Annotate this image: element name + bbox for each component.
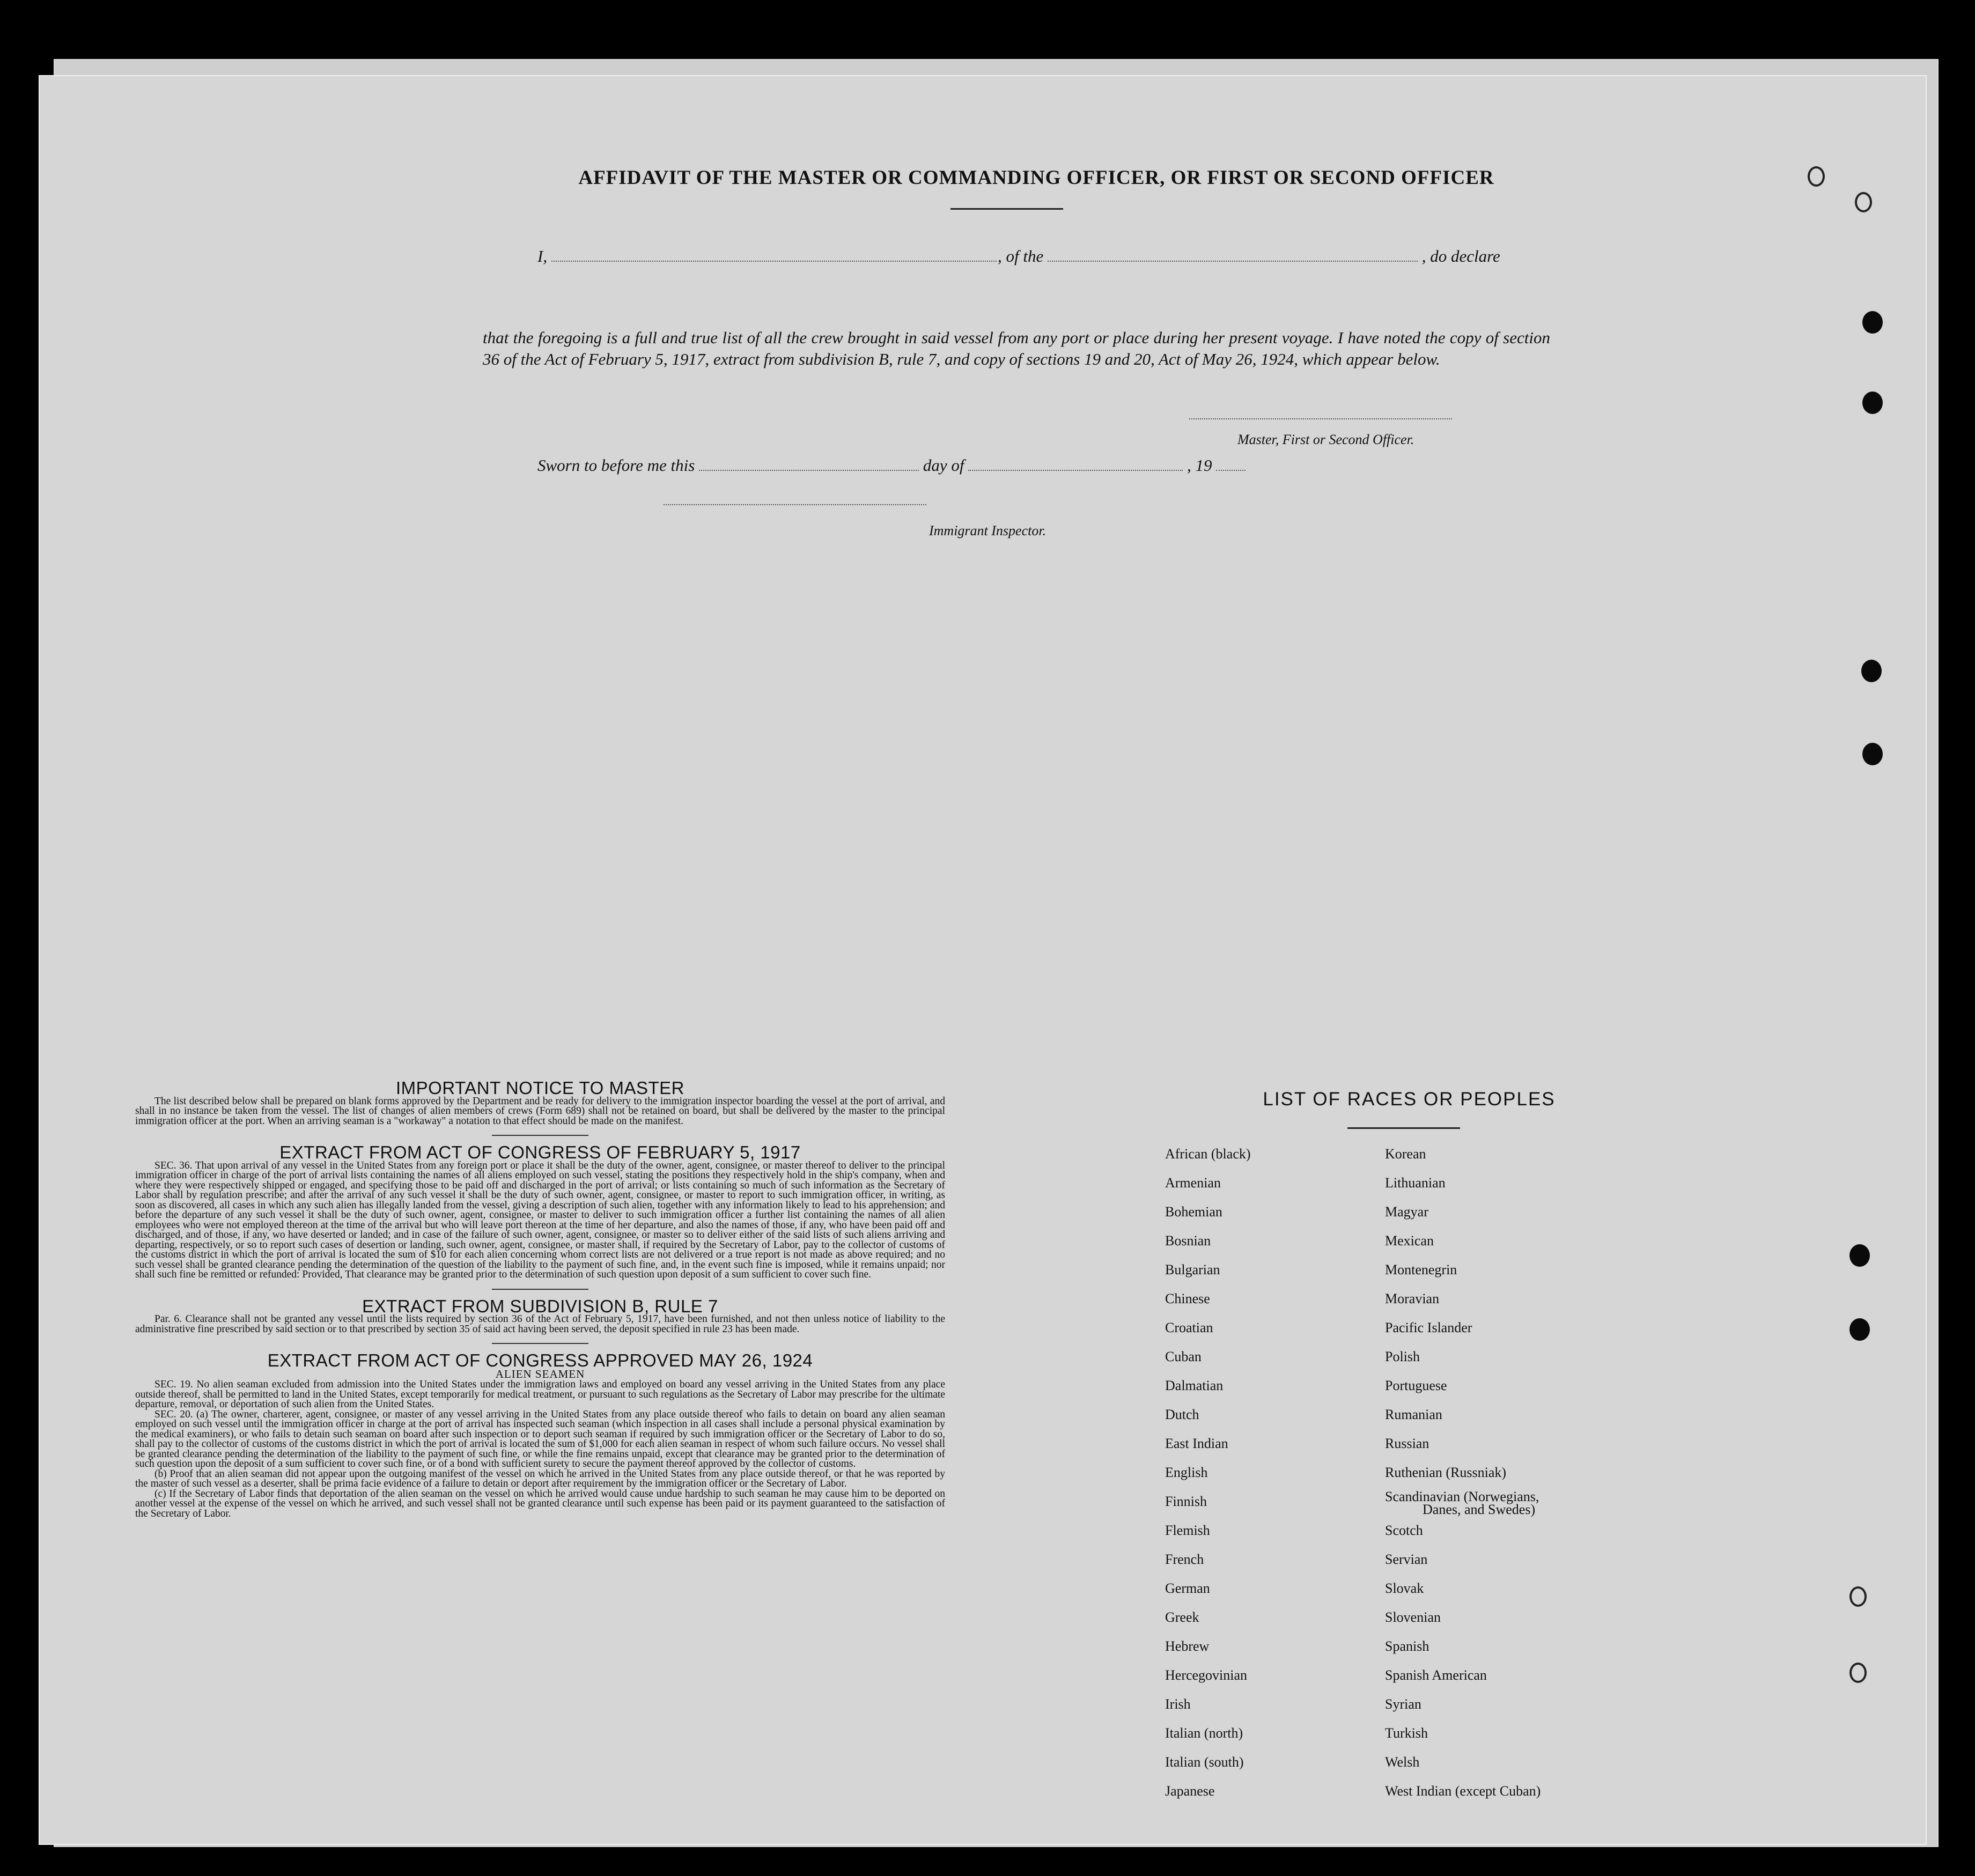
punch-hole xyxy=(1855,192,1872,212)
race-item: Ruthenian (Russniak) xyxy=(1385,1465,1507,1480)
race-item: Moravian xyxy=(1385,1291,1440,1306)
notice-body: The list described below shall be prepared on blank forms approved by the Department and be ready for delivery to the immigration inspector boarding the vessel at the port of arrival, and shall in no instance be taken from the vessel. The list of changes of alien members of crews (Form 689) shall not be retained on board, but shall be delivered by the master to the principal immigration officer at the port. When an arriving seaman is a "workaway" a notation to that effect should be made on the manifest. xyxy=(135,1095,945,1127)
race-item: Portuguese xyxy=(1385,1378,1447,1393)
declaration-paragraph: that the foregoing is a full and true list of all the crew brought in said vessel from any port or place during her present voyage. I have noted the copy of section 36 of the Act of February 5, 1917, extract from subdivision B, rule 7, and copy of sections 19 and 20, Act of May 26, 1924, which appear below. xyxy=(483,328,1550,368)
punch-hole xyxy=(1862,311,1883,334)
race-item: Bosnian xyxy=(1165,1233,1211,1249)
vessel-blank xyxy=(1048,250,1418,262)
race-item: German xyxy=(1165,1580,1210,1596)
race-item: Turkish xyxy=(1385,1725,1428,1741)
section-divider xyxy=(492,1343,588,1344)
subdivision-b-body: Par. 6. Clearance shall not be granted any vessel until the lists required by section 36 of the Act of February 5, 1917, have been furnished, and not then unless notice of liability to the administrative fine prescribed by said section or to that prescribed by section 35 of said act having been served, the deposit specified in rule 23 has been made. xyxy=(135,1313,945,1335)
race-item: Japanese xyxy=(1165,1783,1215,1799)
race-item: Slovenian xyxy=(1385,1609,1441,1625)
race-item: Mexican xyxy=(1385,1233,1434,1249)
sworn-line xyxy=(537,456,1246,475)
race-item: African (black) xyxy=(1165,1146,1251,1162)
race-item: Magyar xyxy=(1385,1204,1428,1220)
race-item: Syrian xyxy=(1385,1696,1421,1712)
race-item: Montenegrin xyxy=(1385,1262,1457,1277)
race-item-multiline xyxy=(1385,1487,1541,1516)
month-blank xyxy=(968,459,1183,471)
master-signature-label: Master, First or Second Officer. xyxy=(1237,432,1414,447)
declare-label: , do declare xyxy=(1421,247,1500,265)
section-19: SEC. 19. No alien seaman excluded from admission into the United States under the immigration laws and employed on board any vessel arriving in the United States from any place outside thereof, shall be permitted to land in the United States, except temporarily for medical treatment, or pursuant to such regulations as the Secretary of Labor may prescribe for the ultimate departure, removal, or deportation of such alien from the United States. xyxy=(135,1379,945,1410)
race-item: Croatian xyxy=(1165,1320,1213,1335)
inspector-signature-line xyxy=(664,504,926,505)
race-item: Lithuanian xyxy=(1385,1175,1446,1191)
document-page xyxy=(39,75,1927,1845)
extract-1924-title: EXTRACT FROM ACT OF CONGRESS APPROVED MAY 26, 1924 xyxy=(267,1350,813,1370)
race-item: French xyxy=(1165,1552,1204,1567)
section-20a: SEC. 20. (a) The owner, charterer, agent, consignee, or master of any vessel arriving in the United States from any place outside thereof who fails to detain on board any alien seaman employed on such vessel until the immigration officer in charge at the port of arrival has inspected such seaman (which inspection in all cases shall include a personal physical examination by the medical examiners), or who fails to detain such seaman on board after such inspection or to deport such seaman if required by such immigration officer or the Secretary of Labor to do so, shall pay to the collector of customs of the customs district in which the port of arrival is located the sum of $1,000 for each alien seaman in respect of whom such failure occurs. No vessel shall be granted clearance pending the determination of the liability to the payment of such fine, or while the fine remains unpaid, except that clearance may be granted prior to the determination of such question upon the deposit of a sum sufficient to cover such fine, or of a bond with sufficient surety to secure the payment thereof approved by the collector of customs. xyxy=(135,1408,945,1469)
alien-seamen-subtitle: ALIEN SEAMEN xyxy=(495,1367,585,1380)
punch-hole xyxy=(1861,660,1882,682)
race-item: Dalmatian xyxy=(1165,1378,1224,1393)
race-item: Cuban xyxy=(1165,1349,1202,1364)
races-underline xyxy=(1347,1127,1460,1129)
race-item: Bohemian xyxy=(1165,1204,1222,1220)
punch-hole xyxy=(1849,1586,1867,1607)
punch-hole xyxy=(1849,1318,1870,1341)
section-divider xyxy=(492,1289,588,1290)
punch-hole xyxy=(1862,392,1883,414)
races-right-column xyxy=(1385,1140,1541,1806)
day-blank xyxy=(699,459,919,471)
punch-hole xyxy=(1808,166,1825,187)
declaration-vessel xyxy=(998,247,1500,266)
race-item: Korean xyxy=(1385,1146,1426,1162)
affidavit-title: AFFIDAVIT OF THE MASTER OR COMMANDING OFFICER, OR FIRST OR SECOND OFFICER xyxy=(578,167,1494,189)
pronoun-i: I, xyxy=(537,247,548,265)
race-item: Russian xyxy=(1385,1436,1429,1451)
race-item: Armenian xyxy=(1165,1175,1221,1191)
title-underline xyxy=(950,208,1063,210)
race-item: Servian xyxy=(1385,1552,1428,1567)
race-item: Irish xyxy=(1165,1696,1191,1712)
punch-hole xyxy=(1862,743,1883,765)
notice-title: IMPORTANT NOTICE TO MASTER xyxy=(395,1078,684,1098)
race-item: Finnish xyxy=(1165,1494,1207,1509)
name-blank xyxy=(551,250,997,262)
year-blank xyxy=(1216,459,1246,471)
race-item: Polish xyxy=(1385,1349,1420,1364)
race-item: Hercegovinian xyxy=(1165,1667,1248,1683)
race-item: Scandinavian (Norwegians, xyxy=(1385,1489,1539,1504)
inspector-signature-label: Immigrant Inspector. xyxy=(929,523,1047,538)
day-of-label: day of xyxy=(923,456,964,475)
extract-1917-body: SEC. 36. That upon arrival of any vessel in the United States from any foreign port or place it shall be the duty of the owner, agent, consignee, or master thereof to deliver to the principal immigration officer in charge of the port of arrival lists containing the names of all aliens employed on such vessel, stating the positions they respectively hold in the ship's company, when and where they were respectively shipped or engaged, and specifying those to be paid off and discharged in the port of arrival; or lists containing so much of such information as the Secretary of Labor shall by regulation prescribe; and after the arrival of any such vessel it shall be the duty of such owner, agent, consignee, or master to report to such immigration officer, in writing, as soon as discovered, all cases in which any such alien has illegally landed from the vessel, giving a description of such alien, together with any information likely to lead to his apprehension; and before the departure of any such vessel it shall be the duty of such owner, agent, consignee, or master to deliver to such immigration officer a further list containing the names of all alien employees who were not employed thereon at the time of the arrival but who will leave port thereon at the time of her departure, and also the names of those, if any, who have been paid off and discharged, and of those, if any, wo have deserted or landed; and in case of the failure of such owner, agent, consignee, or master so to deliver either of the said lists of such aliens arriving and departing, respectively, or so to report such cases of desertion or landing, such owner, agent, consignee, or master shall, if required by the Secretary of Labor, pay to the collector of customs of the customs district in which the port of arrival is located the sum of $10 for each alien concerning whom correct lists are not delivered or a true report is not made as above required; and no such vessel shall be granted clearance pending the determination of the question of the liability to the payment of such fine, and, in the event such fine is imposed, while it remains unpaid; nor shall such fine be remitted or refunded: Provided, That clearance may be granted prior to the determination of such question upon deposit of a sum sufficient to cover such fine. xyxy=(135,1159,945,1280)
section-20c: (c) If the Secretary of Labor finds that deportation of the alien seaman on the vessel on which he arrived would cause undue hardship to such seaman he may cause him to be deported on another vessel at the expense of the vessel on which he arrived, and such vessel shall not be granted clearance until such expense has been paid or its payment guaranteed to the satisfaction of the Secretary of Labor. xyxy=(135,1488,945,1519)
section-divider xyxy=(492,1135,588,1136)
race-item: Hebrew xyxy=(1165,1638,1210,1654)
race-item: Spanish American xyxy=(1385,1667,1487,1683)
races-title: LIST OF RACES OR PEOPLES xyxy=(1263,1089,1556,1110)
race-item: West Indian (except Cuban) xyxy=(1385,1783,1541,1799)
race-item: Pacific Islander xyxy=(1385,1320,1472,1335)
sworn-prefix: Sworn to before me this xyxy=(537,456,695,475)
race-item: Dutch xyxy=(1165,1407,1199,1422)
race-item: English xyxy=(1165,1465,1208,1480)
of-the-label: , of the xyxy=(998,247,1044,265)
race-item: Slovak xyxy=(1385,1580,1424,1596)
race-item: Flemish xyxy=(1165,1523,1210,1538)
year-label: , 19 xyxy=(1187,456,1212,475)
subdivision-b-title: EXTRACT FROM SUBDIVISION B, RULE 7 xyxy=(362,1296,718,1316)
race-item: Bulgarian xyxy=(1165,1262,1220,1277)
race-item: Spanish xyxy=(1385,1638,1429,1654)
race-item: Scotch xyxy=(1385,1523,1423,1538)
race-item: Italian (south) xyxy=(1165,1754,1244,1770)
punch-hole xyxy=(1849,1663,1867,1683)
race-item: Chinese xyxy=(1165,1291,1210,1306)
race-item: Welsh xyxy=(1385,1754,1420,1770)
race-item: Italian (north) xyxy=(1165,1725,1243,1741)
master-signature-line xyxy=(1189,418,1452,419)
legal-notices xyxy=(135,1078,945,1519)
race-item: Rumanian xyxy=(1385,1407,1442,1422)
extract-1917-title: EXTRACT FROM ACT OF CONGRESS OF FEBRUARY 5, 1917 xyxy=(279,1142,801,1162)
section-20b: (b) Proof that an alien seaman did not appear upon the outgoing manifest of the vessel on which he arrived in the United States from any place outside thereof, or that he was reported by the master of such vessel as a deserter, shall be prima facie evidence of a failure to detain or deport after requirement by the immigration officer or the Secretary of Labor. xyxy=(135,1468,945,1489)
races-left-column xyxy=(1165,1140,1251,1806)
race-item: Greek xyxy=(1165,1609,1199,1625)
race-item-continuation: Danes, and Swedes) xyxy=(1423,1502,1536,1517)
declaration-line xyxy=(537,247,997,266)
punch-hole xyxy=(1849,1244,1870,1267)
race-item: East Indian xyxy=(1165,1436,1228,1451)
